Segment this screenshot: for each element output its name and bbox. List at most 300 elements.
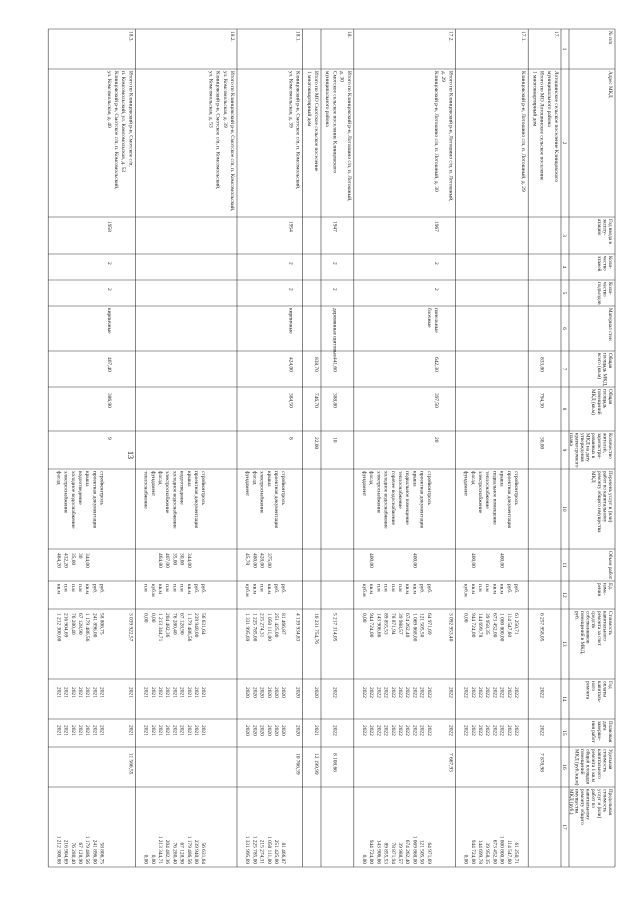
work-volume: 480,00 — [251, 553, 258, 568]
work-cost: 216 904,69 — [62, 613, 69, 638]
work-unit: кв.м — [84, 584, 91, 594]
column-header-12: рения — [595, 583, 602, 596]
work-limit: 81 466,87 — [280, 842, 287, 864]
work-volume: 432,20 — [62, 553, 69, 568]
work-pay-year: 2022 — [505, 687, 512, 698]
work-pay-year: 2021 — [142, 687, 149, 698]
column-number: 7 — [561, 367, 567, 371]
pay-year: 2020 — [313, 687, 319, 698]
work-cost: 143 906,66 — [375, 613, 382, 638]
column-header-13: собственников — [584, 611, 591, 644]
column-header-9: рованных в — [590, 433, 597, 459]
work-end-year: 2022 — [361, 725, 367, 736]
section-title: Итого по МО Лотошинское сельское поселение — [538, 71, 545, 181]
work-end-year: 2021 — [69, 725, 76, 736]
house-address: ул. Комсомольская, д. 39 — [221, 71, 228, 128]
column-number: 17 — [561, 824, 567, 830]
work-name: фасад — [157, 471, 163, 485]
work-cost: 56 631,64 — [200, 613, 207, 635]
total-area: 407,40 — [105, 357, 112, 372]
work-pay-year: 2022 — [484, 687, 491, 698]
living-area: 384,50 — [287, 393, 294, 408]
unit-cost: 7 667,93 — [447, 753, 454, 772]
column-header-14: ремонта — [584, 681, 591, 700]
work-cost: 144 699,78 — [477, 613, 483, 638]
work-cost: 1 225 785,00 — [251, 613, 258, 642]
column-header-7: всего (кв.м) — [595, 353, 602, 379]
work-unit: куб.м — [149, 584, 156, 597]
work-end-year: 2022 — [462, 725, 469, 736]
work-end-year: 2021 — [185, 725, 192, 736]
work-name: электроснабжение — [164, 471, 171, 514]
work-unit: кв.м — [251, 584, 258, 594]
end-year: 2021 — [313, 725, 319, 736]
work-pay-year: 2020 — [265, 687, 272, 698]
work-unit: кв.м — [411, 584, 418, 594]
work-end-year: 2022 — [498, 725, 505, 736]
section-title: д. 30 — [338, 71, 345, 82]
work-limit: 144 699,78 — [477, 839, 483, 864]
work-end-year: 2021 — [200, 725, 207, 736]
work-cost: 1 213 344,71 — [157, 613, 163, 642]
work-end-year: 2021 — [98, 725, 105, 736]
work-unit: кв.м — [469, 584, 476, 594]
house-total-cost: 3 092 953,40 — [447, 613, 454, 642]
work-volume: 407,00 — [164, 553, 171, 568]
pay-year: 2021 — [127, 687, 134, 698]
work-name: холодное водоснабжение — [382, 471, 389, 529]
column-header-8: МКД (кв.м) — [590, 389, 597, 415]
work-cost: 39 958,35 — [484, 613, 491, 635]
column-header-15: дата — [601, 721, 608, 731]
column-header-16: капитального — [595, 749, 602, 779]
work-pay-year: 2022 — [397, 687, 403, 698]
column-header-9: жителей, — [601, 433, 608, 453]
work-unit: кв.м — [498, 584, 505, 594]
entrances: 2 — [331, 288, 338, 291]
work-volume: 400,00 — [498, 553, 505, 568]
living-area: 746,70 — [313, 393, 319, 408]
column-header-8: площадь — [601, 389, 608, 409]
work-end-year: 2021 — [171, 725, 178, 736]
work-unit: п.м — [171, 584, 178, 592]
end-year: 2020 — [294, 725, 301, 736]
column-header-13: ремонта за счет — [595, 611, 602, 646]
work-limit: 0,00 — [149, 854, 156, 864]
column-header-15: Плановая — [607, 721, 613, 743]
work-unit: руб. — [91, 584, 98, 594]
column-header-3: Год ввода в — [607, 219, 613, 244]
entrances: 2 — [433, 288, 439, 291]
work-name: крыша — [185, 471, 192, 487]
work-cost: 67 128,90 — [178, 613, 185, 635]
column-header-9: МКД на дату — [584, 433, 591, 462]
column-number: 6 — [561, 327, 567, 330]
column-header-13: средств — [590, 611, 597, 628]
work-pay-year: 2022 — [418, 687, 425, 698]
floors: 2 — [287, 262, 294, 265]
column-number: 12 — [561, 592, 567, 598]
work-name: водоотведение — [178, 471, 185, 505]
work-name: фасад — [251, 471, 258, 485]
work-cost: 114 547,60 — [505, 613, 512, 638]
work-pay-year: 2021 — [149, 687, 156, 698]
work-end-year: 2021 — [178, 725, 185, 736]
work-name: крыша — [498, 471, 505, 487]
work-name: фундамент — [361, 471, 367, 497]
column-number: 2 — [561, 141, 567, 145]
work-unit: п.м — [389, 584, 396, 592]
work-unit: п.м — [69, 584, 76, 592]
work-pay-year: 2022 — [513, 687, 519, 698]
column-header-10: Перечень услуг и (или) — [607, 471, 613, 523]
work-name: фундамент — [244, 471, 251, 497]
work-end-year: 2020 — [244, 725, 251, 736]
work-end-year: 2021 — [91, 725, 98, 736]
work-unit: руб. — [418, 584, 425, 594]
work-limit: 78 871,94 — [389, 842, 396, 864]
work-name: фундамент — [149, 471, 156, 497]
work-unit: куб.м — [361, 584, 367, 597]
work-pay-year: 2022 — [361, 687, 367, 698]
work-end-year: 2022 — [425, 725, 432, 736]
work-end-year: 2022 — [491, 725, 498, 736]
work-volume: 464,20 — [55, 553, 62, 568]
work-cost: 215 274,31 — [258, 613, 265, 638]
column-number: 13 — [561, 641, 567, 647]
work-pay-year: 2020 — [280, 687, 287, 698]
column-header-16: МКД (руб./кв.м) — [573, 749, 580, 786]
repair-cost: 10 231 754,76 — [313, 613, 319, 644]
column-header-15: ния работ — [590, 721, 597, 743]
work-name: крыша — [411, 471, 418, 487]
work-cost: 67 128,90 — [77, 613, 83, 635]
work-limit: 1 050 111,00 — [265, 836, 272, 864]
work-end-year: 2022 — [505, 725, 512, 736]
house-address: Клинцовский р-н, Смотское с/п, п. Комсомольский, — [294, 71, 301, 190]
work-unit: руб. — [200, 584, 207, 594]
total-area: 441,60 — [331, 357, 338, 372]
column-header-10: ремонту общего имущества — [595, 471, 602, 533]
work-end-year: 2021 — [77, 725, 83, 736]
work-cost: 78 871,94 — [389, 613, 396, 635]
column-header-13: руб. — [573, 611, 580, 620]
column-number: 9 — [561, 448, 567, 452]
work-unit: кв.м — [185, 584, 192, 594]
work-cost: 204 482,36 — [164, 613, 171, 638]
work-pay-year: 2022 — [491, 687, 498, 698]
work-end-year: 2021 — [149, 725, 156, 736]
work-cost: 673 452,00 — [491, 613, 498, 638]
work-end-year: 2020 — [280, 725, 287, 736]
column-header-17: имущества — [573, 789, 580, 814]
column-header-14: оплаты — [601, 681, 608, 697]
work-cost: 1 069 868,00 — [411, 613, 418, 642]
column-header-16: общей площади — [584, 749, 591, 785]
work-name: крыша — [84, 471, 91, 487]
column-header-17: работ по — [590, 789, 597, 808]
work-end-year: 2020 — [258, 725, 265, 736]
work-name: подвальное помещение — [404, 471, 411, 525]
repair-cost: 5 217 314,05 — [331, 613, 338, 642]
work-cost: 241 896,00 — [91, 613, 98, 638]
column-header-5: Коли- — [607, 282, 613, 295]
work-limit: 1 179 486,56 — [185, 835, 192, 864]
work-pay-year: 2020 — [244, 687, 251, 698]
work-limit: 673 452,00 — [491, 839, 498, 864]
column-number: 5 — [561, 291, 567, 295]
work-pay-year: 2020 — [273, 687, 279, 698]
work-unit: п.м — [484, 584, 491, 592]
work-limit: 67 128,90 — [77, 842, 83, 864]
work-unit: кв.м — [265, 584, 272, 594]
pay-year: 2020 — [294, 687, 301, 698]
work-end-year: 2021 — [193, 725, 199, 736]
work-end-year: 2021 — [164, 725, 171, 736]
pay-year: 2022 — [538, 687, 545, 698]
work-pay-year: 2022 — [404, 687, 411, 698]
column-header-13: Стоимость — [607, 611, 613, 635]
column-header-16: стоимость — [601, 749, 608, 772]
work-name: горячее водоснабжение — [389, 471, 396, 525]
column-number: 4 — [561, 265, 567, 269]
work-unit: п.м — [477, 584, 483, 592]
work-cost: 944 724,00 — [368, 613, 375, 638]
entrances: 2 — [287, 288, 294, 291]
unit-cost: 7 878,98 — [538, 753, 545, 772]
living-area: 388,80 — [331, 393, 338, 408]
pay-year: 2022 — [331, 687, 338, 698]
column-header-7: Общая — [607, 353, 613, 369]
work-end-year: 2022 — [484, 725, 491, 736]
work-pay-year: 2021 — [185, 687, 192, 698]
work-volume: 400,00 — [469, 553, 476, 568]
work-end-year: 2022 — [418, 725, 425, 736]
work-volume: 35,00 — [69, 553, 76, 566]
work-end-year: 2020 — [273, 725, 279, 736]
column-header-8: помещений — [595, 389, 602, 415]
work-limit: 58 806,75 — [98, 842, 105, 864]
column-header-2: Адрес МКД — [607, 71, 613, 98]
row-number: 17. — [553, 31, 559, 38]
work-end-year: 2022 — [477, 725, 483, 736]
work-name: стройконтроль — [98, 471, 105, 505]
build-year: 1967 — [433, 221, 439, 232]
work-name: теплоснабжение — [484, 471, 491, 509]
column-header-17: услуг и (или) — [595, 789, 602, 819]
work-name: теплоснабжение — [142, 471, 149, 509]
work-limit: 0,00 — [361, 854, 367, 864]
work-unit: п.м — [258, 584, 265, 592]
work-unit: куб.м — [462, 584, 469, 597]
work-cost: 64 971,69 — [425, 613, 432, 635]
work-limit: 239 940,00 — [193, 839, 199, 864]
work-cost: 0,00 — [142, 613, 149, 623]
section-title: Лотошинское сельское поселение Клинцовского — [553, 71, 559, 183]
column-header-16: Удельная — [607, 749, 613, 770]
work-limit: 216 904,69 — [62, 839, 69, 864]
work-end-year: 2021 — [55, 725, 62, 736]
work-limit: 76 280,40 — [69, 842, 76, 864]
work-limit: 121 505,50 — [418, 839, 425, 864]
work-name: подвальное помещение — [491, 471, 498, 525]
work-limit: 204 482,36 — [164, 839, 171, 864]
work-name: водоотведение — [77, 471, 83, 505]
work-limit: 1 000 800,00 — [498, 835, 505, 864]
work-pay-year: 2021 — [157, 687, 163, 698]
work-unit: руб. — [98, 584, 105, 594]
work-unit: п.м — [77, 584, 83, 592]
work-end-year: 2021 — [62, 725, 69, 736]
work-unit: кв.м — [491, 584, 498, 594]
living-area: 397,50 — [433, 393, 439, 408]
work-unit: п.м — [375, 584, 382, 592]
work-limit: 944 724,00 — [368, 839, 375, 864]
work-limit: 251 425,00 — [273, 839, 279, 864]
repair-cost: 6 257 958,05 — [538, 613, 545, 642]
total-area: 424,00 — [287, 357, 294, 372]
work-volume: 400,00 — [368, 553, 375, 568]
work-name: фасад — [469, 471, 476, 485]
residents: 10 — [331, 437, 338, 443]
section-title: 1 многоквартирный дом — [531, 71, 538, 127]
column-number: 11 — [561, 562, 567, 568]
work-pay-year: 2022 — [411, 687, 418, 698]
work-pay-year: 2021 — [98, 687, 105, 698]
work-unit: п.м — [382, 584, 389, 592]
column-header-17: стоимость — [601, 789, 608, 812]
work-name: холодное водоснабжение — [69, 471, 76, 529]
wall-material: деревянные щитовые — [331, 308, 338, 357]
build-year: 1958 — [105, 221, 112, 232]
work-name: теплоснабжение — [397, 471, 403, 509]
work-cost: 76 280,40 — [69, 613, 76, 635]
work-name: фасад — [368, 471, 375, 485]
work-limit: 64 971,69 — [425, 842, 432, 864]
column-header-8: Общая — [607, 389, 613, 405]
end-year: 2022 — [331, 725, 338, 736]
work-name: стройконтроль — [425, 471, 432, 505]
work-name: проектная документация — [273, 471, 279, 529]
row-number: 17.2. — [447, 31, 454, 42]
work-cost: 674 262,40 — [404, 613, 411, 638]
total-area: 642,30 — [433, 357, 439, 372]
house-address: Клинцовский р-н, Смотское с/п, п. Комсомольский, — [214, 71, 221, 190]
column-number: 15 — [561, 730, 567, 736]
column-header-12: Ед. — [607, 583, 613, 591]
work-pay-year: 2021 — [164, 687, 171, 698]
page-number: 13 — [126, 451, 135, 459]
total-area: 833,80 — [538, 357, 545, 372]
residents: 9 — [105, 437, 112, 440]
residents: 22,00 — [313, 437, 319, 450]
column-header-9: Количество — [607, 433, 613, 459]
work-unit: кв.м — [368, 584, 375, 594]
house-address: Итого по Клинцовский р-н, Смотское с/п, п. Комсомольский, — [229, 71, 235, 212]
work-unit: руб. — [425, 584, 432, 594]
column-header-11: Объем работ — [607, 551, 613, 580]
work-volume: 30,00 — [178, 553, 185, 566]
work-end-year: 2022 — [389, 725, 396, 736]
work-limit: 1 069 868,00 — [411, 835, 418, 864]
work-unit: руб. — [193, 584, 199, 594]
column-number: 16 — [561, 764, 567, 770]
work-limit: 1 225 785,00 — [251, 835, 258, 864]
column-header-9: краткосрочного — [573, 433, 580, 468]
work-limit: 39 958,35 — [484, 842, 491, 864]
work-name: проектная документация — [418, 471, 425, 529]
house-total-cost: 4 139 934,83 — [294, 613, 301, 642]
end-year: 2022 — [538, 725, 545, 736]
work-limit: 1 179 486,56 — [84, 835, 91, 864]
column-header-17: ремонту общего — [579, 789, 585, 825]
column-header-9: утверждения — [579, 433, 585, 462]
wall-material: кирпичные — [105, 308, 112, 334]
work-cost: 121 505,50 — [418, 613, 425, 638]
work-end-year: 2022 — [469, 725, 476, 736]
work-pay-year: 2022 — [425, 687, 432, 698]
house-address: Итого по Клинцовский р-н, Лотошино с/п, п. Лотошный, — [447, 71, 454, 202]
work-pay-year: 2021 — [69, 687, 76, 698]
work-unit: п.м — [62, 584, 69, 592]
work-limit: 76 280,40 — [171, 842, 178, 864]
work-volume: 45,78 — [244, 553, 251, 566]
work-unit: руб. — [273, 584, 279, 594]
work-name: электроснабжение — [375, 471, 382, 514]
work-limit: 674 262,40 — [404, 839, 411, 864]
column-number: 1 — [561, 47, 567, 51]
work-name: электроснабжение — [477, 471, 483, 514]
build-year: 1954 — [287, 221, 294, 232]
section-title: Смотское сельское поселение Клинцовского — [331, 71, 338, 174]
work-name: электроснабжение — [258, 471, 265, 514]
column-header-4: этажей — [595, 256, 602, 272]
column-header-10: МКД — [590, 471, 597, 483]
work-cost: 1 050 111,00 — [265, 613, 272, 641]
work-name: проектная документация — [505, 471, 512, 529]
section-title: муниципального района — [324, 71, 331, 127]
work-unit: куб.м — [244, 584, 251, 597]
work-name: проектная документация — [91, 471, 98, 529]
work-limit: 1 213 344,71 — [157, 835, 163, 864]
work-end-year: 2022 — [368, 725, 375, 736]
column-header-9: плана — [567, 433, 574, 446]
work-cost: 89 855,53 — [382, 613, 389, 635]
house-address: ул. Комсомольская, д. 53 — [207, 71, 214, 128]
house-address: д. 29 — [440, 71, 447, 82]
column-header-10: работ по капитальному — [601, 471, 608, 523]
work-cost: 1 179 486,56 — [84, 613, 91, 642]
column-header-14: капиталь- — [595, 681, 602, 703]
work-unit: п.м — [178, 584, 185, 592]
work-end-year: 2021 — [142, 725, 149, 736]
work-end-year: 2022 — [375, 725, 382, 736]
work-pay-year: 2022 — [375, 687, 382, 698]
column-header-15: заверше- — [595, 721, 602, 741]
work-unit: п.м — [397, 584, 403, 592]
work-limit: 215 274,31 — [258, 839, 265, 864]
work-limit: 0,00 — [462, 854, 469, 864]
column-number: 14 — [561, 696, 567, 702]
work-volume: 30 — [77, 553, 83, 559]
work-name: электроснабжение — [62, 471, 69, 514]
work-name: проектная документация — [193, 471, 199, 529]
work-limit: 1 331 995,69 — [244, 835, 251, 864]
floors: 2 — [331, 262, 338, 265]
work-volume: 464,80 — [157, 553, 163, 568]
living-area: 794,30 — [538, 393, 545, 408]
work-end-year: 2022 — [513, 725, 519, 736]
